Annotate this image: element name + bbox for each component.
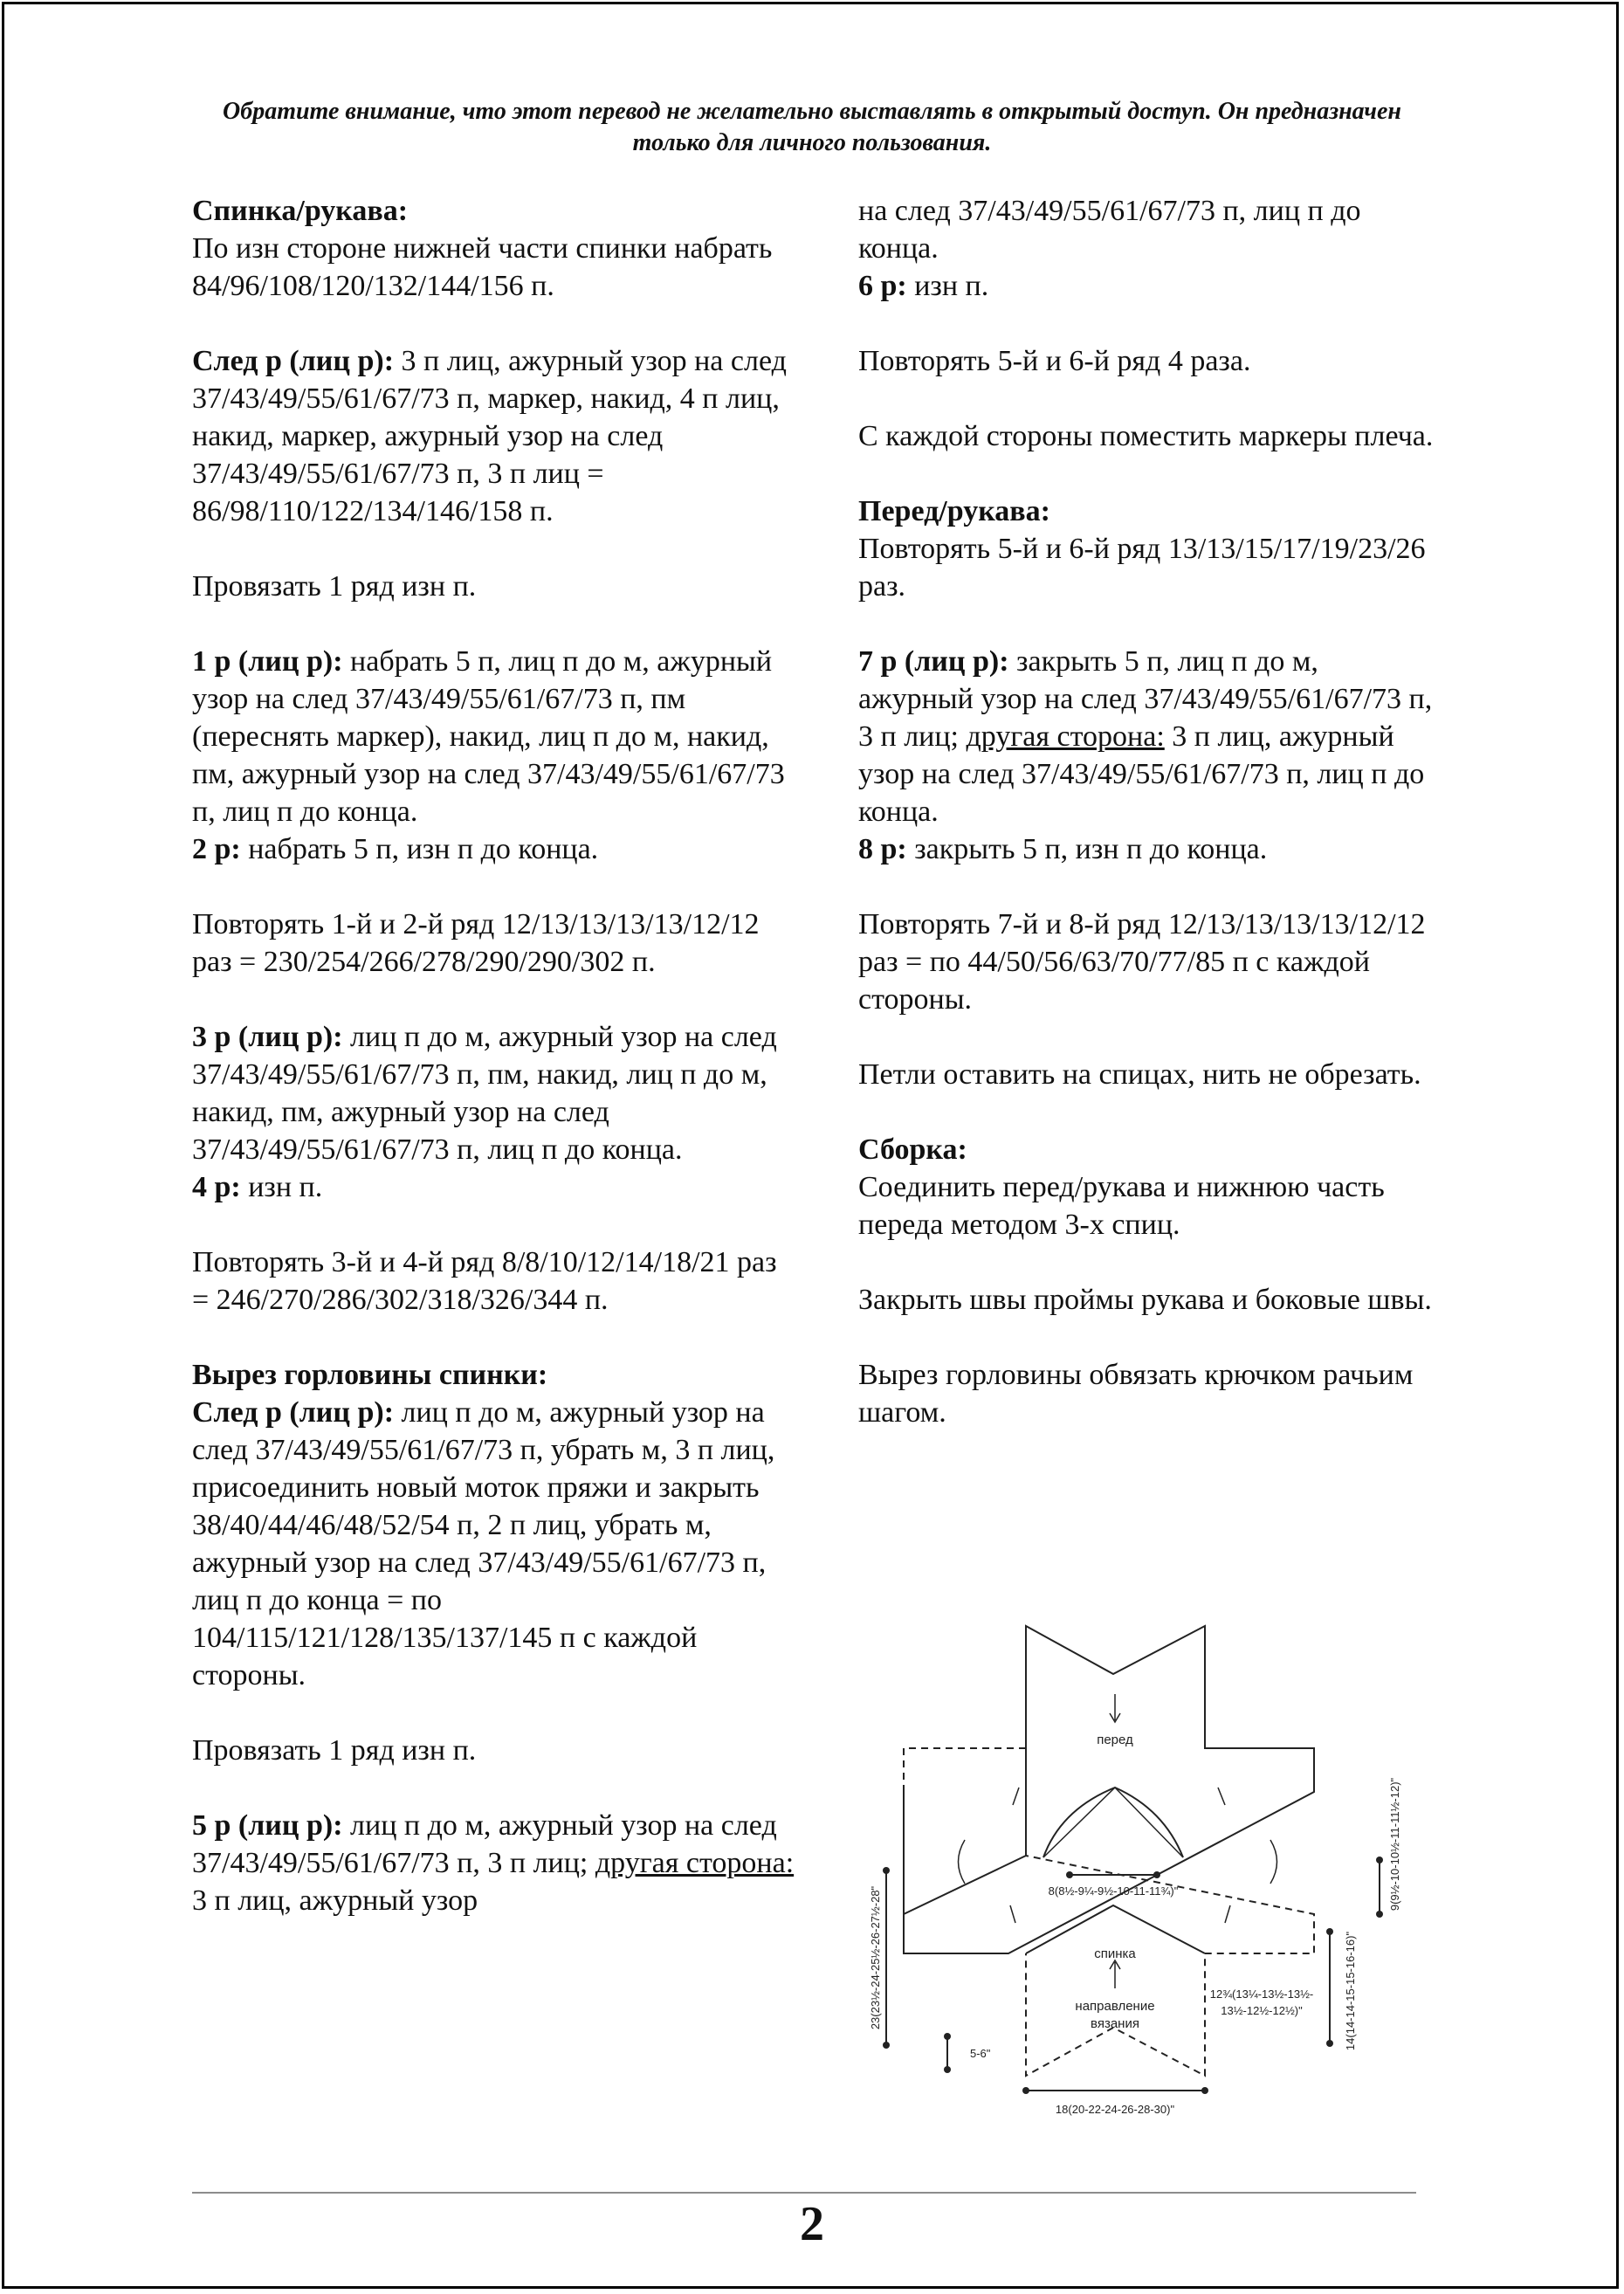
row7-text: закрыть 5 п, лиц п до м, ажурный узор на след 37/43/49/55/61/67/73 п, 3 п лиц; (858, 645, 1433, 753)
right-side-label: 14(14-14-15-15-16-16)" (1344, 1931, 1357, 2051)
row7-label: 7 р (лиц р): (858, 645, 1009, 678)
row6-instruction (858, 267, 1435, 305)
neck-row-text: лиц п до м, ажурный узор на след 37/43/49/55/61/67/73 п, убрать м, 3 п лиц, присоединить новый моток пряжи и закрыть 38/40/44/46/48/52/54 п, 2 п лиц, убрать м, ажурный узор на след 37/43/49/55/61/67/73 п, лиц п до конца = по 104/115/121/128/135/137/145 п с каждой стороны. (192, 1396, 775, 1691)
row1-label: 1 р (лиц р): (192, 645, 343, 678)
row5-continued: на след 37/43/49/55/61/67/73 п, лиц п до конца. (858, 195, 1361, 265)
row1-text: набрать 5 п, лиц п до м, ажурный узор на след 37/43/49/55/61/67/73 п, пм (переснять маркер), накид, лиц п до м, накид, пм, ажурный узор на след 37/43/49/55/61/67/73 п, лиц п до конца. (192, 645, 785, 828)
neck-curve (1043, 1788, 1183, 1857)
footer-rule (192, 2192, 1416, 2194)
repeat-rows-5-6: Повторять 5-й и 6-й ряд 4 раза. (858, 345, 1251, 377)
sleeve-direction-arrows-icon (1010, 1788, 1230, 1923)
neck-width-label: 8(8½-9¼-9½-10-11-11¾)" (1048, 1884, 1179, 1898)
assembly-neck: Вырез горловины обвязать крючком рачьим шагом. (858, 1359, 1414, 1429)
right-column (858, 192, 1435, 1469)
right-top-endpoint (1376, 1857, 1383, 1863)
neck-row-label: След р (лиц р): (192, 1396, 395, 1429)
inner-measure-line-1: 12¾(13¼-13½-13½- (1209, 1987, 1314, 2001)
back-heading: Спинка/рукава: (192, 195, 409, 227)
back-neck-section (192, 1356, 795, 1694)
row5-instruction (192, 1807, 795, 1919)
shoulder-markers: С каждой стороны поместить маркеры плеча. (858, 420, 1434, 452)
row6-text: изн п. (906, 270, 989, 302)
back-label: спинка (1094, 1946, 1136, 1961)
next-row-instruction (192, 342, 795, 530)
next-row-label: След р (лиц р): (192, 345, 395, 377)
repeat-rows-7-8: Повторять 7-й и 8-й ряд 12/13/13/13/13/12/12 раз = по 44/50/56/63/70/77/85 п с каждой стороны. (858, 908, 1426, 1016)
back-up-arrow-icon (1110, 1960, 1120, 1988)
assembly-seams: Закрыть швы проймы рукава и боковые швы. (858, 1284, 1432, 1316)
next-row-text: 3 п лиц, ажурный узор на след 37/43/49/55/61/67/73 п, маркер, накид, 4 п лиц, накид, маркер, ажурный узор на след 37/43/49/55/61/67/73 п, 3 п лиц = 86/98/110/122/134/146/158 п. (192, 345, 787, 527)
bottom-width-endpoint (1022, 2087, 1029, 2094)
left-length-endpoint (883, 1867, 890, 1874)
row5-other-side: другая сторона: (595, 1847, 795, 1879)
row7-other-side: другая сторона: (966, 720, 1165, 753)
leave-stitches: Петли оставить на спицах, нить не обрезать. (858, 1058, 1421, 1091)
page-number: 2 (800, 2197, 824, 2251)
neck-width-endpoint (1153, 1871, 1160, 1878)
front-down-arrow-icon (1110, 1694, 1120, 1722)
repeat-rows-1-2: Повторять 1-й и 2-й ряд 12/13/13/13/13/12/12 раз = 230/254/266/278/290/290/302 п. (192, 908, 760, 978)
row6-label: 6 р: (858, 270, 907, 302)
row5-label: 5 р (лиц р): (192, 1809, 343, 1842)
small-measure-label: 5-6" (970, 2047, 991, 2060)
right-side-endpoint (1326, 1928, 1333, 1935)
row4-instruction (192, 1168, 795, 1206)
row2-text: набрать 5 п, изн п до конца. (240, 833, 599, 865)
purl-one-row: Провязать 1 ряд изн п. (192, 570, 477, 603)
garment-schematic (860, 1617, 1432, 2128)
row3-instruction (192, 1018, 795, 1168)
row5-text-end: 3 п лиц, ажурный узор (192, 1884, 478, 1917)
assembly-heading: Сборка: (858, 1133, 967, 1166)
row4-text: изн п. (240, 1171, 323, 1203)
front-section (858, 493, 1435, 605)
small-measure-endpoint (944, 2033, 951, 2040)
row7-text-end: 3 п лиц, ажурный узор на след 37/43/49/55/61/67/73 п, лиц п до конца. (858, 720, 1425, 828)
row8-text: закрыть 5 п, изн п до конца. (906, 833, 1268, 865)
inner-measure-line-2: 13½-12½-12½)" (1221, 2004, 1303, 2017)
repeat-rows-3-4: Повторять 3-й и 4-й ряд 8/8/10/12/14/18/21 раз = 246/270/286/302/318/326/344 п. (192, 1246, 777, 1316)
front-heading: Перед/рукава: (858, 495, 1050, 527)
row3-text: лиц п до м, ажурный узор на след 37/43/49/55/61/67/73 п, пм, накид, лиц п до м, накид, пм, ажурный узор на след 37/43/49/55/61/67/73 п, лиц п до конца. (192, 1021, 777, 1166)
back-section (192, 192, 795, 305)
right-top-endpoint (1376, 1911, 1383, 1918)
right-top-label: 9(9½-10-10½-11-11½-12)" (1388, 1777, 1401, 1912)
small-measure-endpoint (944, 2066, 951, 2073)
row5-text: лиц п до м, ажурный узор на след 37/43/49/55/61/67/73 п, 3 п лиц; (192, 1809, 777, 1879)
row2-instruction (192, 830, 795, 868)
row4-label: 4 р: (192, 1171, 241, 1203)
back-neck-heading: Вырез горловины спинки: (192, 1359, 548, 1391)
row2-label: 2 р: (192, 833, 241, 865)
neck-width-endpoint (1066, 1871, 1073, 1878)
left-column (192, 192, 795, 1919)
left-length-label: 23(23½-24-25½-26-27½-28" (869, 1885, 882, 2030)
assembly-join: Соединить перед/рукава и нижнюю часть переда методом 3-х спиц. (858, 1171, 1385, 1241)
assembly-section (858, 1131, 1435, 1243)
privacy-notice: Обратите внимание, что этот перевод не желательно выставлять в открытый доступ. Он предназначен только для личного пользования. (223, 98, 1401, 156)
right-side-endpoint (1326, 2040, 1333, 2047)
bottom-width-label: 18(20-22-24-26-28-30)" (1055, 2103, 1175, 2116)
row7-instruction (858, 643, 1435, 830)
direction-label-1: направление (1075, 1999, 1155, 2014)
direction-label-2: вязания (1091, 2016, 1139, 2031)
front-repeat: Повторять 5-й и 6-й ряд 13/13/15/17/19/23/26 раз. (858, 533, 1426, 603)
back-cast-on: По изн стороне нижней части спинки набрать 84/96/108/120/132/144/156 п. (192, 232, 773, 302)
row3-label: 3 р (лиц р): (192, 1021, 343, 1053)
left-length-endpoint (883, 2042, 890, 2049)
bottom-width-endpoint (1201, 2087, 1208, 2094)
front-label: перед (1097, 1733, 1133, 1747)
row1-instruction (192, 643, 795, 830)
row8-instruction (858, 830, 1435, 868)
row8-label: 8 р: (858, 833, 907, 865)
curved-arrows-icon (959, 1840, 1277, 1884)
purl-one-row-2: Провязать 1 ряд изн п. (192, 1734, 477, 1767)
